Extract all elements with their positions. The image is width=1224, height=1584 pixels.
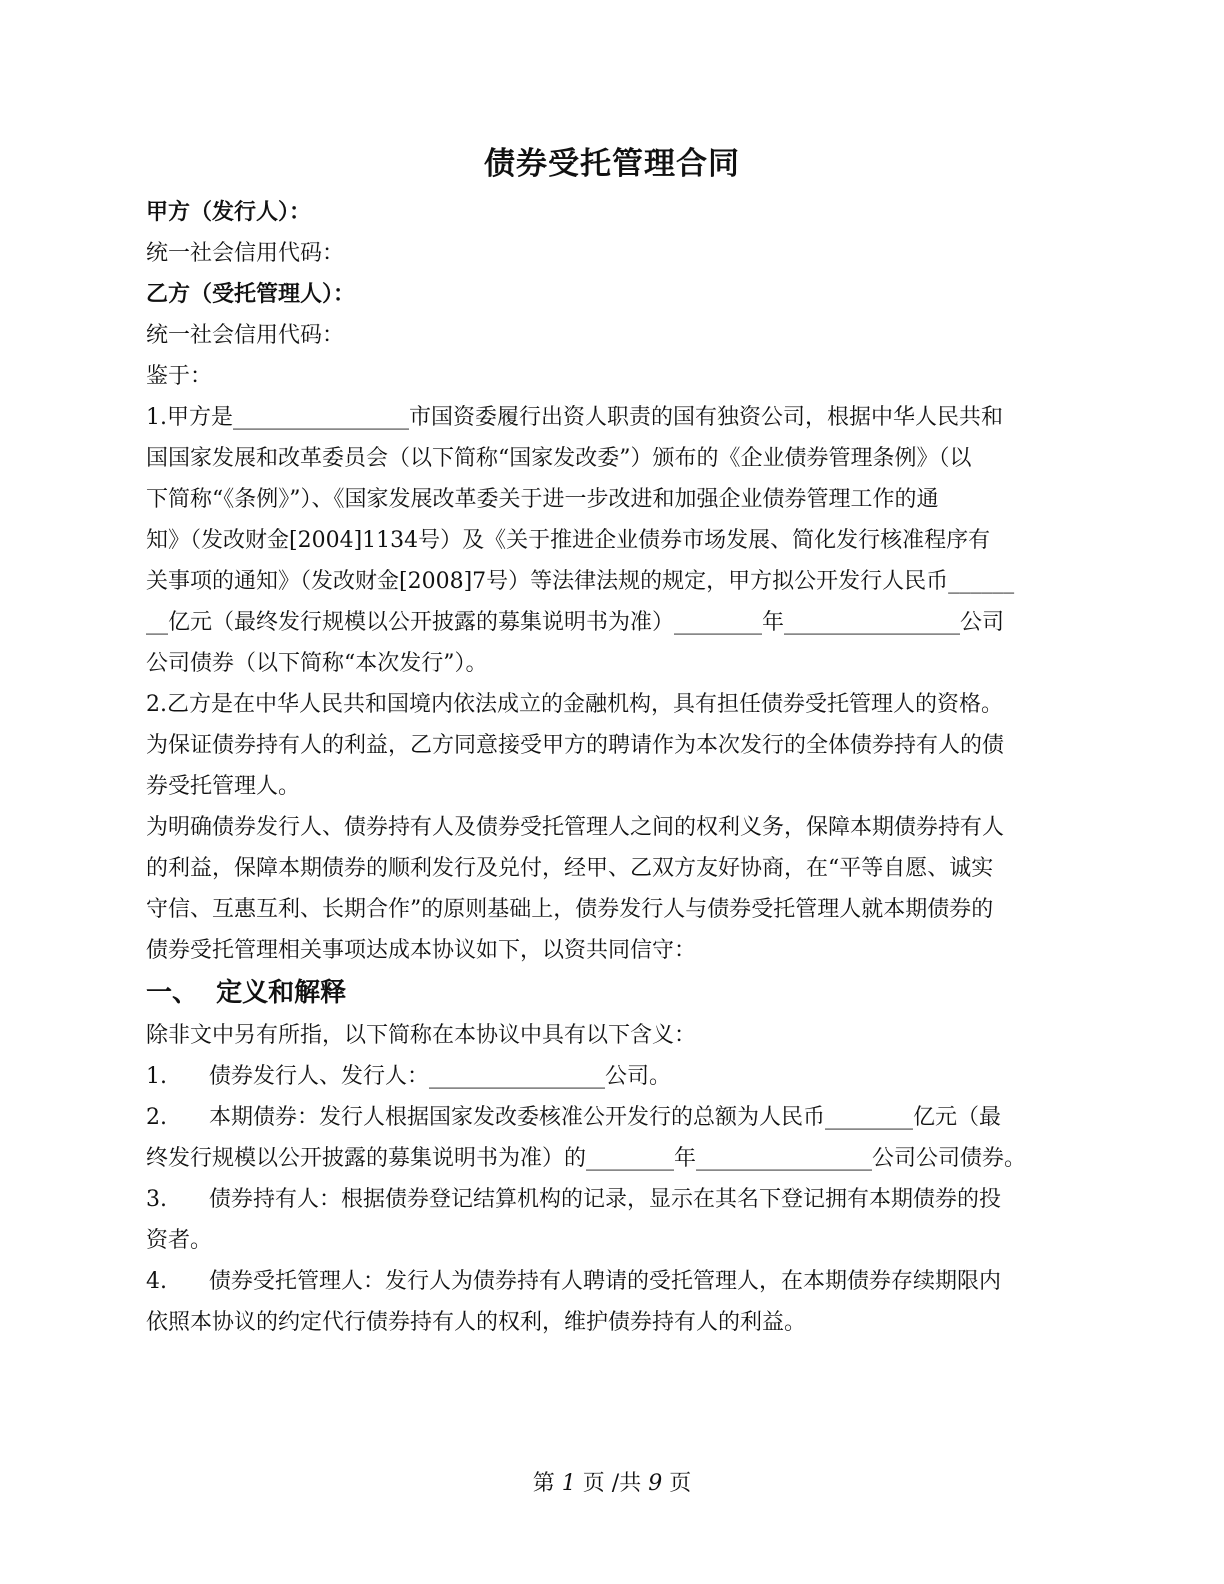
text-line: 债券受托管理相关事项达成本协议如下，以资共同信守： [146, 938, 697, 963]
section-intro: 除非文中另有所指，以下简称在本协议中具有以下含义： [146, 1023, 697, 1048]
total-page-number: 9 [648, 1471, 663, 1496]
text-line: 1.甲方是________________市国资委履行出资人职责的国有独资公司，根据中华人民共和 [146, 405, 1003, 430]
text-line: 资者。 [146, 1228, 213, 1253]
text-line: 守信、互惠互利、长期合作”的原则基础上，债券发行人与债券受托管理人就本期债券的 [146, 897, 994, 922]
text-line: 公司债券（以下简称“本次发行”）。 [146, 651, 488, 676]
document-title: 债券受托管理合同 [484, 146, 740, 182]
text-line: 下简称“《条例》”）、《国家发展改革委关于进一步改进和加强企业债券管理工作的通 [146, 487, 939, 512]
text-line: 的利益，保障本期债券的顺利发行及兑付，经甲、乙双方友好协商，在“平等自愿、诚实 [146, 856, 994, 881]
text-line: 为保证债券持有人的利益，乙方同意接受甲方的聘请作为本次发行的全体债券持有人的债 [146, 733, 1005, 758]
text-line: __亿元（最终发行规模以公开披露的募集说明书为准）________年________________公司 [146, 610, 1005, 635]
text-line: 依照本协议的约定代行债券持有人的权利，维护债券持有人的利益。 [146, 1310, 807, 1335]
party-a-credit-code: 统一社会信用代码： [146, 241, 345, 266]
page-footer [0, 1466, 1224, 1497]
party-b-label: 乙方（受托管理人）： [146, 282, 356, 307]
text-line: 为明确债券发行人、债券持有人及债券受托管理人之间的权利义务，保障本期债券持有人 [146, 815, 1005, 840]
definition-1: 1. 债券发行人、发行人：________________公司。 [146, 1064, 671, 1089]
document-body [146, 192, 1091, 1343]
text-line: 2. 本期债券：发行人根据国家发改委核准公开发行的总额为人民币________亿元（最 [146, 1105, 1001, 1130]
footer-middle: 页 /共 [575, 1471, 649, 1496]
whereas-label: 鉴于： [146, 364, 213, 389]
whereas-paragraph-1 [146, 397, 1091, 684]
text-line: 4. 债券受托管理人：发行人为债券持有人聘请的受托管理人，在本期债券存续期限内 [146, 1269, 1001, 1294]
text-line: 知》（发改财金[2004]1134号）及《关于推进企业债券市场发展、简化发行核准程序有 [146, 528, 991, 553]
definition-2 [146, 1097, 1091, 1179]
definition-4 [146, 1261, 1091, 1343]
footer-prefix: 第 [532, 1471, 562, 1496]
footer-suffix: 页 [662, 1471, 692, 1496]
text-line: 终发行规模以公开披露的募集说明书为准）的________年________________公司公司债券。 [146, 1146, 1027, 1171]
text-line: 国国家发展和改革委员会（以下简称“国家发改委”）颁布的《企业债券管理条例》（以 [146, 446, 972, 471]
current-page-number: 1 [561, 1471, 576, 1496]
agreement-paragraph [146, 807, 1091, 971]
whereas-paragraph-2 [146, 684, 1091, 807]
section-heading-definitions: 一、 定义和解释 [146, 978, 347, 1008]
party-b-credit-code: 统一社会信用代码： [146, 323, 345, 348]
text-line: 券受托管理人。 [146, 774, 301, 799]
text-line: 关事项的通知》（发改财金[2008]7号）等法律法规的规定，甲方拟公开发行人民币______ [146, 569, 1015, 594]
text-line: 2.乙方是在中华人民共和国境内依法成立的金融机构，具有担任债券受托管理人的资格。 [146, 692, 1003, 717]
party-a-label: 甲方（发行人）： [146, 200, 312, 225]
text-line: 3. 债券持有人：根据债券登记结算机构的记录，显示在其名下登记拥有本期债券的投 [146, 1187, 1001, 1212]
definition-3 [146, 1179, 1091, 1261]
